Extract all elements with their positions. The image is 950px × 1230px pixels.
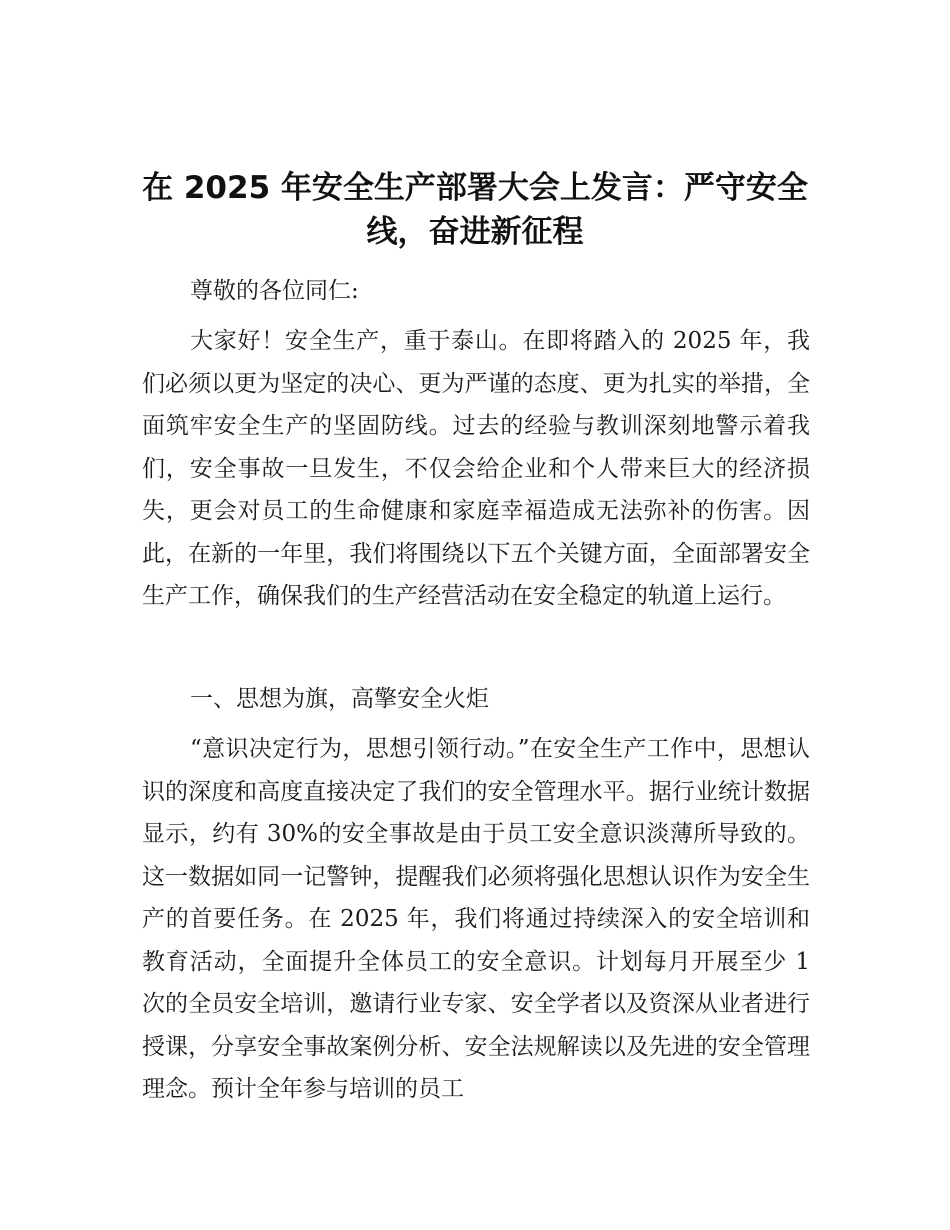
- document-title: 在 2025 年安全生产部署大会上发言：严守安全线，奋进新征程: [142, 170, 808, 250]
- paragraph-section-1: “意识决定行为，思想引领行动。”在安全生产工作中，思想认识的深度和高度直接决定了我们的安全管理水平。据行业统计数据显示，约有 30%的安全事故是由于员工安全意识淡薄所导致的。这一数据如同一记警钟，提醒我们必须将强化思想认识作为安全生产的首要任务。在 2025 年，我们将通过持续深入的安全培训和教育活动，全面提升全体员工的安全意识。计划每月开展至少 1 次的全员安全培训，邀请行业专家、安全学者以及资深从业者进行授课，分享安全事故案例分析、安全法规解读以及先进的安全管理理念。预计全年参与培训的员工: [142, 736, 810, 1102]
- greeting: 尊敬的各位同仁:: [190, 278, 359, 304]
- paragraph-intro: 大家好！安全生产，重于泰山。在即将踏入的 2025 年，我们必须以更为坚定的决心、更为严谨的态度、更为扎实的举措，全面筑牢安全生产的坚固防线。过去的经验与教训深刻地警示着我们，安全事故一旦发生，不仅会给企业和个人带来巨大的经济损失，更会对员工的生命健康和家庭幸福造成无法弥补的伤害。因此，在新的一年里，我们将围绕以下五个关键方面，全面部署安全生产工作，确保我们的生产经营活动在安全稳定的轨道上运行。: [142, 328, 810, 609]
- section-heading-1: 一、思想为旗，高擎安全火炬: [190, 686, 489, 712]
